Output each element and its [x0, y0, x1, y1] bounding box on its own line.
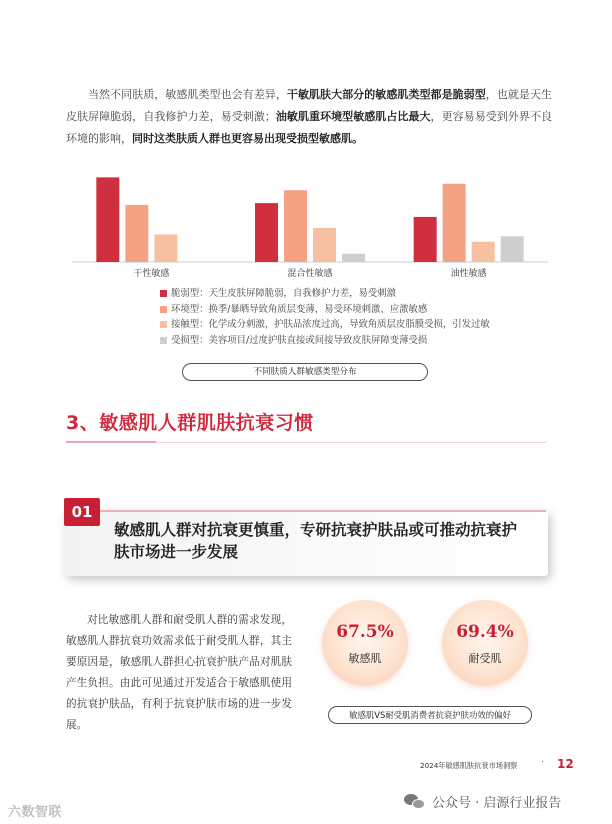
watermark-right: [404, 792, 561, 811]
section-title: 3、敏感肌人群肌肤抗衰习惯: [66, 412, 314, 434]
bar-脆弱型-混合性敏感: [255, 203, 278, 262]
stat-label: 耐受肌: [468, 652, 502, 665]
legend-item-damaged: [160, 333, 490, 349]
stats-caption: 敏感肌VS耐受肌消费者抗衰护肤功效的偏好: [328, 706, 532, 724]
intro-text-3: ，更容易易受到外界不良环境的影响，: [66, 110, 553, 145]
bar-环境型-干性敏感: [125, 205, 148, 262]
section-divider: [156, 442, 546, 443]
legend-label: 环境型：换季/暴晒导致角质层变薄，易受环境刺激、应激敏感: [171, 303, 428, 315]
legend-swatch: [160, 321, 167, 328]
intro-text-1: 当然不同肤质，敏感肌类型也会有差异，: [88, 88, 287, 101]
bar-接触型-油性敏感: [472, 242, 495, 262]
bar-受损型-混合性敏感: [342, 254, 365, 262]
bar-脆弱型-油性敏感: [414, 217, 437, 262]
legend-label: 受损型：美容项目/过度护肤直接或间接导致皮肤屏障变薄受损: [171, 334, 428, 346]
legend-item-contact: [160, 317, 490, 333]
skin-type-bar-chart: [72, 158, 548, 282]
legend-item-environment: [160, 302, 490, 318]
intro-paragraph: [66, 84, 552, 150]
legend-swatch: [160, 337, 167, 344]
legend-swatch: [160, 290, 167, 297]
bar-受损型-油性敏感: [501, 236, 524, 262]
footer-separator: ·: [541, 757, 545, 768]
bar-接触型-干性敏感: [154, 234, 177, 262]
legend-item-fragile: [160, 286, 490, 302]
watermark-right-text: 公众号 · 启源行业报告: [432, 796, 562, 811]
stat-circle-sensitive: [322, 600, 408, 686]
x-tick-label: 油性敏感: [450, 269, 487, 279]
card-number-badge: 01: [64, 498, 100, 526]
footer-report-title: 2024年敏感肌肤抗衰市场洞察: [420, 761, 518, 770]
chart-legend: [160, 286, 490, 348]
legend-swatch: [160, 306, 167, 313]
page-number: 12: [557, 757, 574, 771]
stat-circle-tolerant: [442, 600, 528, 686]
intro-bold-3: 同时这类肤质人群也更容易出现受损型敏感肌。: [132, 132, 363, 145]
stat-value: 67.5%: [336, 622, 394, 642]
body-paragraph: 对比敏感肌人群和耐受肌人群的需求发现，敏感肌人群抗衰功效需求低于耐受肌人群，其主要原因是，敏感肌人群担心抗衰护肤产品对肌肤产生负担。由此可见通过开发适合于敏感肌使用的抗衰护肤品，有利于抗衰护肤市场的进一步发展。: [66, 614, 292, 731]
intro-bold-1: 干敏肌肤大部分的敏感肌类型都是脆弱型: [286, 88, 486, 101]
legend-label: 脆弱型：天生皮肤屏障脆弱，自我修护力差，易受刺激: [171, 288, 397, 299]
intro-bold-2: 油敏肌重环境型敏感肌占比最大: [275, 110, 431, 123]
card-top-strip: [100, 510, 546, 512]
bar-接触型-混合性敏感: [313, 228, 336, 262]
bar-环境型-混合性敏感: [284, 190, 307, 262]
wechat-icon: [404, 794, 426, 810]
card-title: 敏感肌人群对抗衰更慎重，专研抗衰护肤品或可推动抗衰护肤市场进一步发展: [114, 521, 518, 561]
stat-label: 敏感肌: [348, 652, 382, 665]
legend-label: 接触型：化学成分刺激，护肤品浓度过高，导致角质层皮脂膜受损，引发过敏: [171, 319, 490, 330]
bar-环境型-油性敏感: [443, 184, 466, 262]
chart-caption: 不同肤质人群敏感类型分布: [182, 363, 428, 381]
x-tick-label: 干性敏感: [133, 269, 170, 279]
watermark-left: 六数智联: [8, 805, 63, 820]
x-tick-label: 混合性敏感: [287, 269, 333, 279]
bar-脆弱型-干性敏感: [96, 177, 119, 262]
section-underline: [66, 441, 156, 443]
intro-text-2: ，也就是天生皮肤屏障脆弱，自我修护力差，易受刺激；: [66, 88, 553, 123]
stat-value: 69.4%: [456, 622, 514, 642]
